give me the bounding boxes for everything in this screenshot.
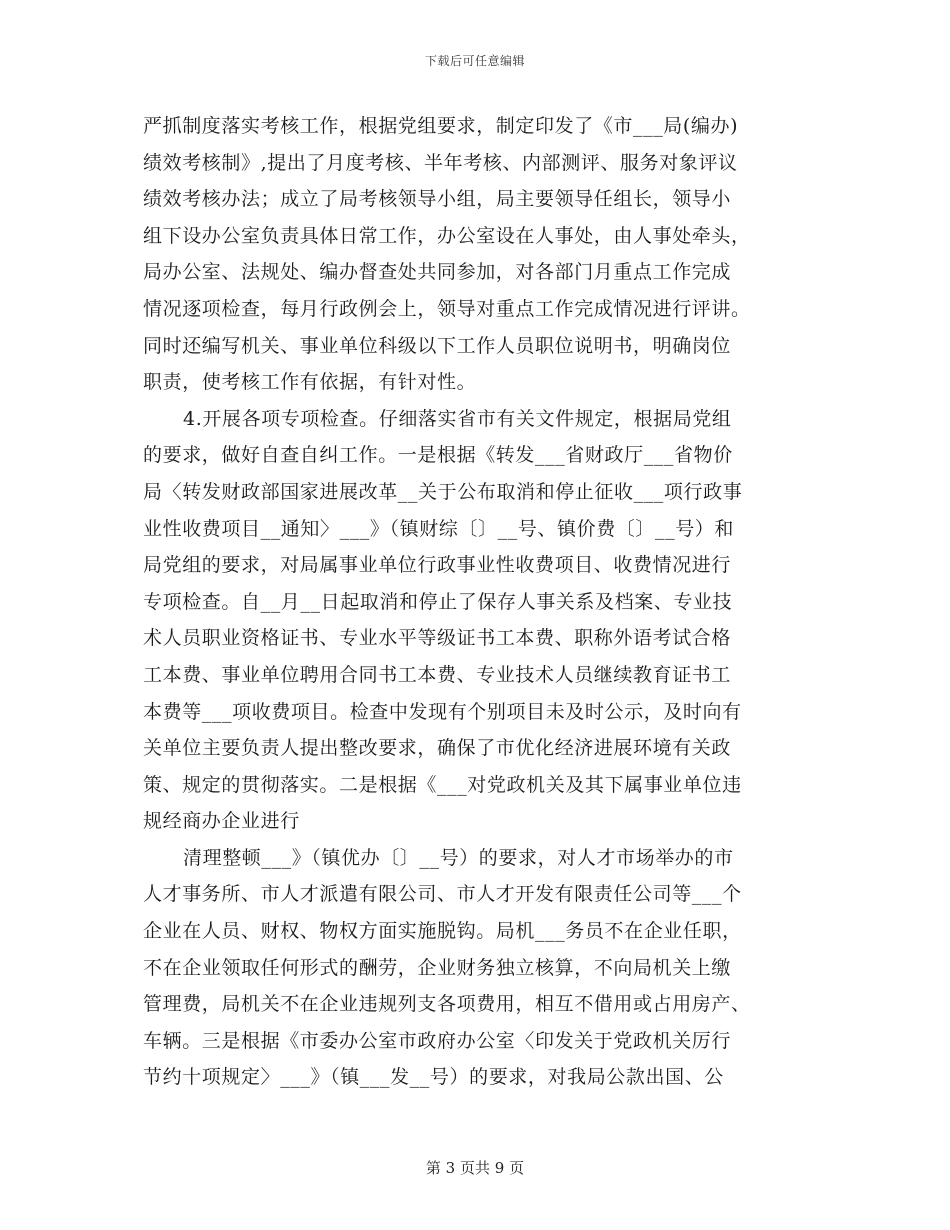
text-line: 同时还编写机关、事业单位科级以下工作人员职位说明书，明确岗位 — [143, 334, 732, 357]
text-line: 的要求，做好自查自纠工作。一是根据《转发___省财政厅___省物价 — [143, 444, 733, 467]
text-line: 管理费，局机关不在企业违规列支各项费用，相互不借用或占用房产、 — [143, 993, 751, 1016]
text-line: 组下设办公室负责具体日常工作，办公室设在人事处，由人事处牵头， — [143, 224, 751, 247]
text-line: 工本费、事业单位聘用合同书工本费、专业技术人员继续教育证书工 — [143, 663, 732, 686]
paragraph-start-line: 4.开展各项专项检查。仔细落实省市有关文件规定，根据局党组 — [183, 407, 732, 430]
text-line: 职责，使考核工作有依据，有针对性。 — [143, 371, 477, 394]
text-line: 严抓制度落实考核工作，根据党组要求，制定印发了《市___局(编办) — [143, 115, 739, 137]
text-line: 人才事务所、市人才派遣有限公司、市人才开发有限责任公司等___个 — [143, 883, 742, 906]
page-header: 下载后可任意编辑 — [424, 54, 525, 68]
paragraph-start-line: 清理整顿___》（镇优办〔〕__号）的要求，对人才市场举办的市 — [183, 846, 734, 869]
text-line: 局党组的要求，对局属事业单位行政事业性收费项目、收费情况进行 — [143, 554, 732, 577]
text-line: 关单位主要负责人提出整改要求，确保了市优化经济进展环境有关政 — [143, 737, 732, 760]
text-line: 策、规定的贯彻落实。二是根据《___对党政机关及其下属事业单位违 — [143, 773, 742, 796]
text-line: 情况逐项检查，每月行政例会上，领导对重点工作完成情况进行评讲。 — [143, 297, 751, 320]
text-line: 专项检查。自__月__日起取消和停止了保存人事关系及档案、专业技 — [143, 590, 733, 613]
text-line: 局办公室、法规处、编办督查处共同参加，对各部门月重点工作完成 — [143, 261, 732, 284]
text-line: 业性收费项目__通知〉___》（镇财综〔〕__号、镇价费〔〕__号）和 — [143, 517, 735, 540]
text-line: 绩效考核办法；成立了局考核领导小组，局主要领导任组长，领导小 — [143, 188, 732, 211]
document-body — [143, 108, 807, 1096]
page-footer: 第 3 页共 9 页 — [425, 1159, 525, 1177]
text-line: 企业在人员、财权、物权方面实施脱钩。局机___务员不在企业任职， — [143, 920, 742, 943]
text-line: 节约十项规定〉___》（镇___发__号）的要求，对我局公款出国、公 — [143, 1066, 724, 1089]
text-line: 本费等___项收费项目。检查中发现有个别项目未及时公示，及时向有 — [143, 700, 742, 723]
text-line: 车辆。三是根据《市委办公室市政府办公室〈印发关于党政机关厉行 — [143, 1029, 732, 1052]
text-line: 术人员职业资格证书、专业水平等级证书工本费、职称外语考试合格 — [143, 627, 732, 650]
text-line: 局〈转发财政部国家进展改革__关于公布取消和停止征收___项行政事 — [143, 480, 743, 503]
text-line: 规经商办企业进行 — [143, 810, 300, 833]
text-line: 不在企业领取任何形式的酬劳，企业财务独立核算，不向局机关上缴 — [143, 956, 732, 979]
text-line: 绩效考核制》,提出了月度考核、半年考核、内部测评、服务对象评议 — [143, 151, 738, 174]
